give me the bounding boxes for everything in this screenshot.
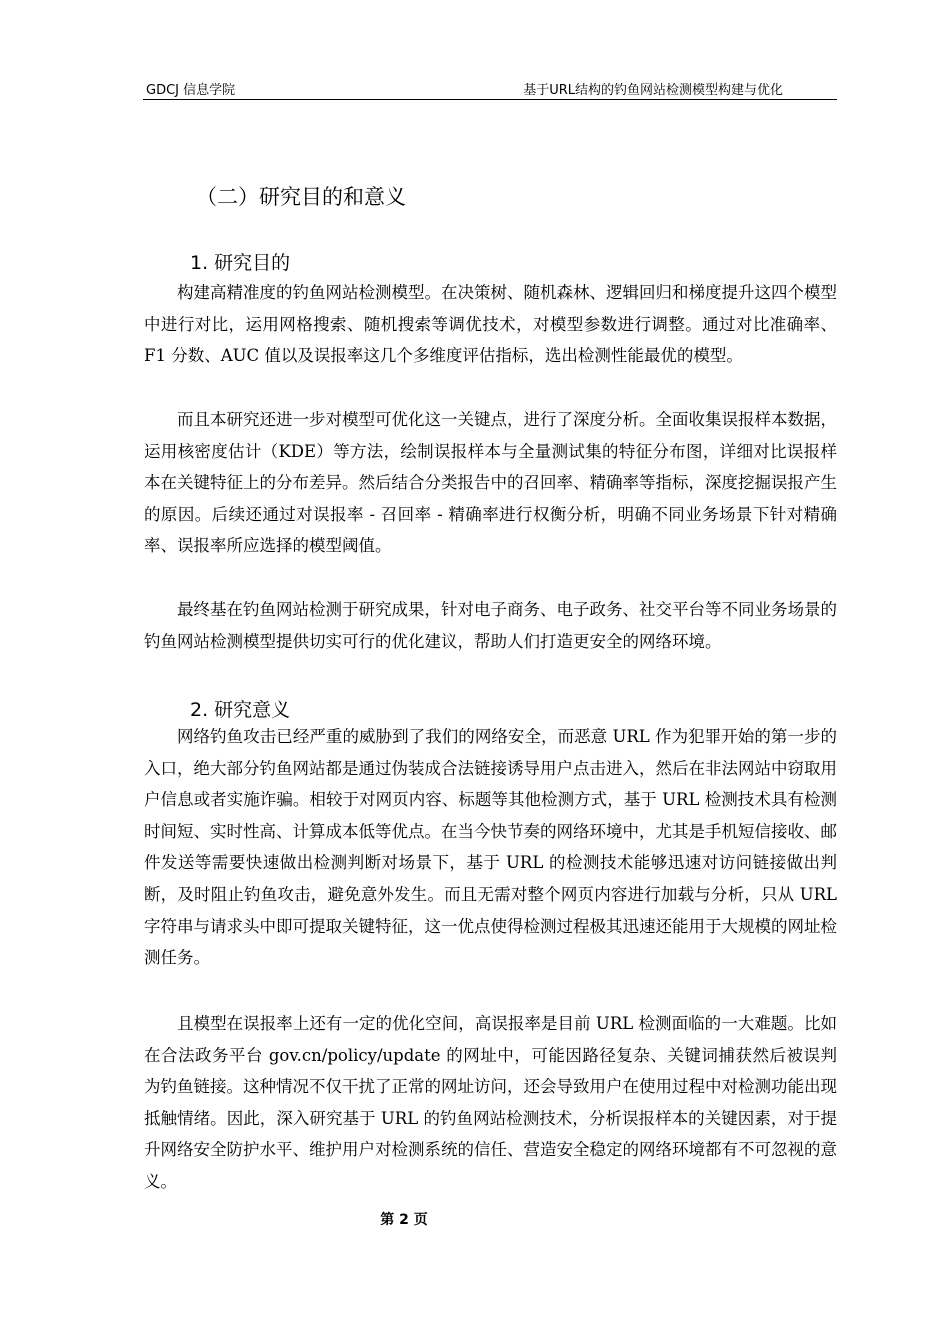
header-institution: GDCJ 信息学院: [146, 83, 236, 98]
paragraph-significance-2: 且模型在误报率上还有一定的优化空间，高误报率是目前 URL 检测面临的一大难题。比如在合法政务平台 gov.cn/policy/update 的网址中，可能因路径复杂、关键词捕获然后被误判为钓鱼链接。这种情况不仅干扰了正常的网址访问，还会导致用户在使用过程中对检测功能出现抵触情绪。因此，深入研究基于 URL 的钓鱼网站检测技术，分析误报样本的关键因素，对于提升网络安全防护水平、维护用户对检测系统的信任、营造安全稳定的网络环境都有不可忽视的意义。: [144, 1014, 837, 1191]
section-title: （二）研究目的和意义: [196, 185, 406, 209]
paragraph-purpose-3: 最终基在钓鱼网站检测于研究成果，针对电子商务、电子政务、社交平台等不同业务场景的钓鱼网站检测模型提供切实可行的优化建议，帮助人们打造更安全的网络环境。: [144, 600, 837, 651]
subsection-purpose-title: 1. 研究目的: [190, 252, 291, 274]
paragraph-significance-1: 网络钓鱼攻击已经严重的威胁到了我们的网络安全，而恶意 URL 作为犯罪开始的第一步的入口，绝大部分钓鱼网站都是通过伪装成合法链接诱导用户点击进入，然后在非法网站中窃取用户信息或者实施诈骗。相较于对网页内容、标题等其他检测方式，基于 URL 检测技术具有检测时间短、实时性高、计算成本低等优点。在当今快节奏的网络环境中，尤其是手机短信接收、邮件发送等需要快速做出检测判断对场景下，基于 URL 的检测技术能够迅速对访问链接做出判断，及时阻止钓鱼攻击，避免意外发生。而且无需对整个网页内容进行加载与分析，只从 URL 字符串与请求头中即可提取关键特征，这一优点使得检测过程极其迅速还能用于大规模的网址检测任务。: [144, 727, 837, 968]
subsection-significance-title: 2. 研究意义: [190, 699, 291, 721]
page-number: 第 2 页: [380, 1212, 428, 1228]
header-paper-title: 基于URL结构的钓鱼网站检测模型构建与优化: [523, 83, 783, 98]
paragraph-purpose-1: 构建高精准度的钓鱼网站检测模型。在决策树、随机森林、逻辑回归和梯度提升这四个模型中进行对比，运用网格搜索、随机搜索等调优技术，对模型参数进行调整。通过对比准确率、F1 分数、AUC 值以及误报率这几个多维度评估指标，选出检测性能最优的模型。: [144, 283, 837, 366]
header-divider: [143, 99, 837, 100]
paragraph-purpose-2: 而且本研究还进一步对模型可优化这一关键点，进行了深度分析。全面收集误报样本数据，运用核密度估计（KDE）等方法，绘制误报样本与全量测试集的特征分布图，详细对比误报样本在关键特征上的分布差异。然后结合分类报告中的召回率、精确率等指标，深度挖掘误报产生的原因。后续还通过对误报率 - 召回率 - 精确率进行权衡分析，明确不同业务场景下针对精确率、误报率所应选择的模型阈值。: [144, 410, 837, 556]
